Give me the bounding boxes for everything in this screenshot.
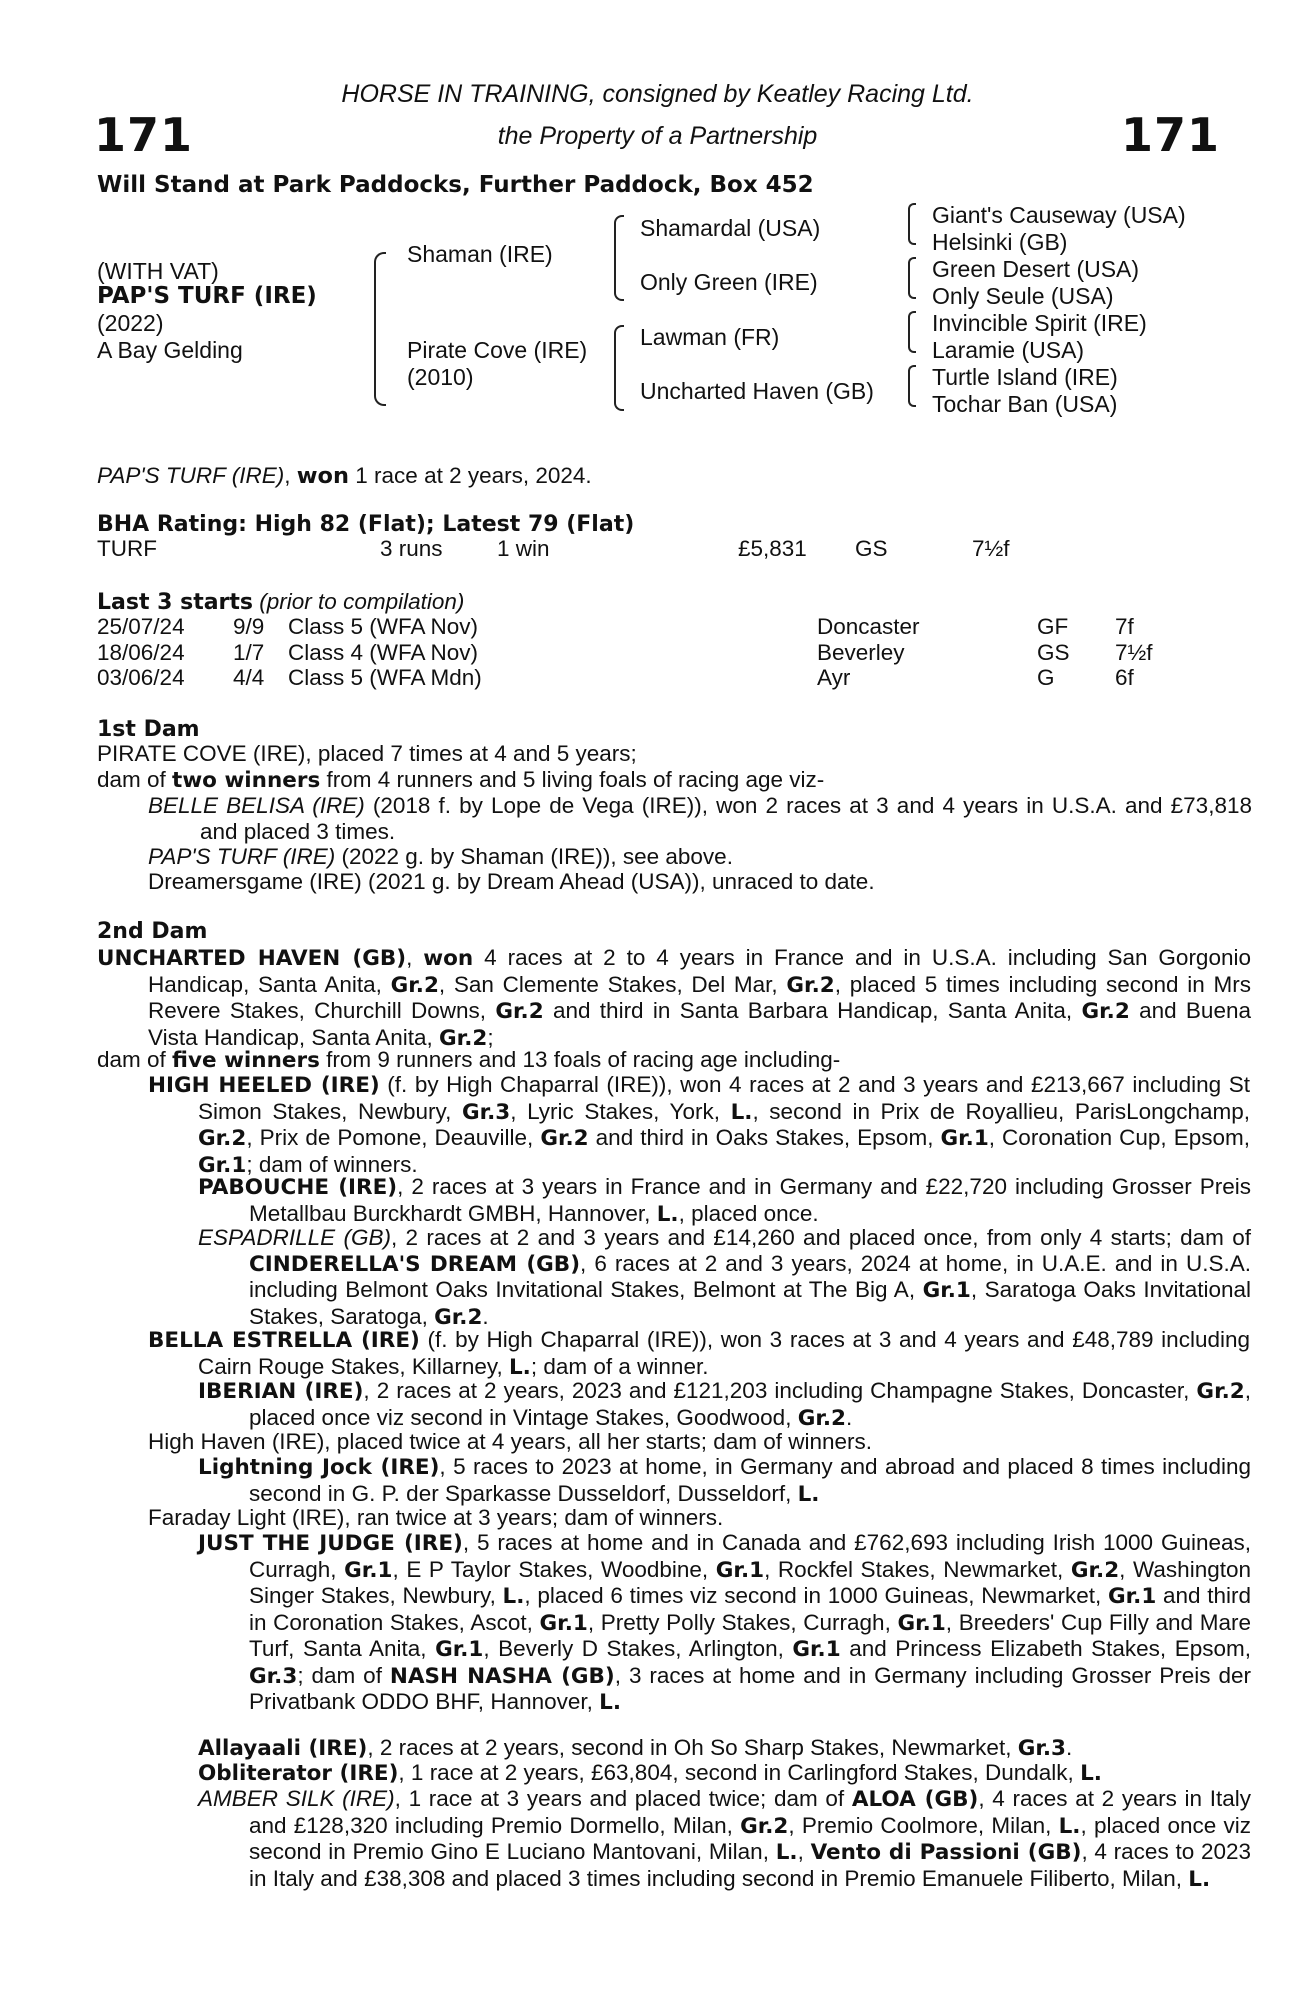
pedigree-brace xyxy=(908,311,916,353)
g3-ddd: Tochar Ban (USA) xyxy=(932,391,1118,417)
start-course: Beverley xyxy=(817,639,905,665)
property-line: the Property of a Partnership xyxy=(497,122,818,150)
start-cls: Class 4 (WFA Nov) xyxy=(288,639,479,665)
horse-description: A Bay Gelding xyxy=(97,337,243,363)
g3-sss: Giant's Causeway (USA) xyxy=(932,202,1186,228)
sire: Shaman (IRE) xyxy=(407,241,553,267)
progeny-belle-belisa: BELLE BELISA (IRE) (2018 f. by Lope de Vega (IRE)), won 2 races at 3 and 4 years in U.S.A. and £73,818 and placed 3 times. xyxy=(148,793,1252,844)
start-cls: Class 5 (WFA Nov) xyxy=(288,614,479,639)
start-cls: Class 5 (WFA Mdn) xyxy=(288,665,482,690)
start-date: 18/06/24 xyxy=(97,639,185,665)
start-going: G xyxy=(1037,665,1055,690)
progeny-paps-turf: PAP'S TURF (IRE) (2022 g. by Shaman (IRE)), see above. xyxy=(148,844,733,869)
progeny-bella-estrella: BELLA ESTRELLA (IRE) (f. by High Chaparral (IRE)), won 3 races at 3 and 4 years and £48,789 including Cairn Rouge Stakes, Killarney, L.; dam of a winner. xyxy=(148,1327,1250,1380)
start-date: 03/06/24 xyxy=(97,665,185,690)
dam-year: (2010) xyxy=(407,364,474,390)
sire-dam: Only Green (IRE) xyxy=(640,269,818,295)
g3-dds: Turtle Island (IRE) xyxy=(932,364,1118,390)
pedigree-brace xyxy=(908,365,916,407)
rating-going: GS xyxy=(855,536,888,561)
progeny-dreamersgame: Dreamersgame (IRE) (2021 g. by Dream Ahead (USA)), unraced to date. xyxy=(148,869,875,894)
dam: Pirate Cove (IRE) xyxy=(407,337,588,363)
first-dam-title: 1st Dam xyxy=(97,717,200,742)
start-going: GF xyxy=(1037,614,1069,639)
start-dist: 7f xyxy=(1115,614,1134,639)
start-dist: 6f xyxy=(1115,665,1134,690)
summary-text: 1 race at 2 years, 2024. xyxy=(355,463,592,488)
pedigree-brace xyxy=(908,203,916,245)
dam-sire: Lawman (FR) xyxy=(640,324,780,350)
rating-title: BHA Rating: High 82 (Flat); Latest 79 (Flat) xyxy=(97,512,635,537)
start-going: GS xyxy=(1037,639,1070,665)
pedigree-brace xyxy=(908,257,916,299)
race-summary: PAP'S TURF (IRE), won 1 race at 2 years, 2024. xyxy=(97,463,592,489)
g3-ssd: Helsinki (GB) xyxy=(932,229,1068,255)
foaling-year: (2022) xyxy=(97,310,164,336)
second-dam-title: 2nd Dam xyxy=(97,919,208,944)
progeny-faraday-light: Faraday Light (IRE), ran twice at 3 years; dam of winners. xyxy=(148,1505,724,1530)
start-date: 25/07/24 xyxy=(97,614,185,639)
first-dam-line1: PIRATE COVE (IRE), placed 7 times at 4 and 5 years; xyxy=(97,741,637,766)
pedigree-brace xyxy=(614,215,624,301)
lot-number-left: 171 xyxy=(94,108,194,162)
summary-won: won xyxy=(296,463,350,489)
lot-number-right: 171 xyxy=(1121,108,1221,162)
horse-name: PAP'S TURF (IRE) xyxy=(97,283,317,309)
stand-location: Will Stand at Park Paddocks, Further Paddock, Box 452 xyxy=(97,172,814,198)
progeny-just-the-judge: JUST THE JUDGE (IRE), 5 races at home and in Canada and £762,693 including Irish 1000 Guineas, Curragh, Gr.1, E P Taylor Stakes, Woodbine, Gr.1, Rockfel Stakes, Newmarket, Gr.2, Washington Singer Stakes, Newbury, L., placed 6 times viz second in 1000 Guineas, Newmarket, Gr.1 and third in Coronation Stakes, Ascot, Gr.1, Pretty Polly Stakes, Curragh, Gr.1, Breeders' Cup Filly and Mare Turf, Santa Anita, Gr.1, Beverly D Stakes, Arlington, Gr.1 and Princess Elizabeth Stakes, Epsom, Gr.3; dam of NASH NASHA (GB), 3 races at home and in Germany including Grosser Preis der Privatbank ODDO BHF, Hannover, L. xyxy=(198,1530,1251,1715)
rating-runs: 3 runs xyxy=(380,536,443,561)
last-starts-title: Last 3 starts xyxy=(97,590,254,615)
winners-count: two winners xyxy=(172,768,321,793)
g3-sds: Green Desert (USA) xyxy=(932,256,1140,282)
progeny-high-haven: High Haven (IRE), placed twice at 4 years, all her starts; dam of winners. xyxy=(148,1429,873,1454)
start-pos: 9/9 xyxy=(233,614,265,639)
progeny-espadrille: ESPADRILLE (GB), 2 races at 2 and 3 years and £14,260 and placed once, from only 4 starts; dam of CINDERELLA'S DREAM (GB), 6 races at 2 and 3 years, 2024 at home, in U.A.E. and in U.S.A. including Belmont Oaks Invitational Stakes, Belmont at The Big A, Gr.1, Saratoga Oaks Invitational Stakes, Saratoga, Gr.2. xyxy=(198,1225,1252,1330)
consignor-line: HORSE IN TRAINING, consigned by Keatley Racing Ltd. xyxy=(341,80,974,108)
progeny-iberian: IBERIAN (IRE), 2 races at 2 years, 2023 and £121,203 including Champagne Stakes, Doncaster, Gr.2, placed once viz second in Vintage Stakes, Goodwood, Gr.2. xyxy=(198,1378,1251,1431)
progeny-obliterator: Obliterator (IRE), 1 race at 2 years, £63,804, second in Carlingford Stakes, Dundalk, L. xyxy=(198,1760,1102,1786)
g3-dsd: Laramie (USA) xyxy=(932,337,1085,363)
start-dist: 7½f xyxy=(1115,639,1153,665)
start-pos: 1/7 xyxy=(233,639,265,665)
start-pos: 4/4 xyxy=(233,665,265,690)
summary-horse-name: PAP'S TURF (IRE) xyxy=(97,463,285,488)
rating-surface: TURF xyxy=(97,536,157,561)
pedigree-brace xyxy=(614,325,624,411)
dam-dam: Uncharted Haven (GB) xyxy=(640,378,874,404)
progeny-amber-silk: AMBER SILK (IRE), 1 race at 3 years and placed twice; dam of ALOA (GB), 4 races at 2 years in Italy and £128,320 including Premio Dormello, Milan, Gr.2, Premio Coolmore, Milan, L., placed once viz second in Premio Gino E Luciano Mantovani, Milan, L., Vento di Passioni (GB), 4 races to 2023 in Italy and £38,308 and placed 3 times including second in Premio Emanuele Filiberto, Milan, L. xyxy=(198,1786,1251,1892)
pedigree-brace xyxy=(374,252,386,406)
first-dam-line2: dam of two winners from 4 runners and 5 living foals of racing age viz- xyxy=(97,767,825,793)
vat-note: (WITH VAT) xyxy=(97,258,219,284)
progeny-lightning-jock: Lightning Jock (IRE), 5 races to 2023 at home, in Germany and abroad and placed 8 times including second in G. P. der Sparkasse Dusseldorf, Dusseldorf, L. xyxy=(198,1454,1251,1507)
rating-distance: 7½f xyxy=(972,536,1010,561)
rating-wins: 1 win xyxy=(497,536,550,561)
rating-prize: £5,831 xyxy=(738,536,807,561)
progeny-allayaali: Allayaali (IRE), 2 races at 2 years, second in Oh So Sharp Stakes, Newmarket, Gr.3. xyxy=(198,1735,1073,1761)
second-dam-produce-line: dam of five winners from 9 runners and 13 foals of racing age including- xyxy=(97,1047,841,1073)
start-course: Doncaster xyxy=(817,614,920,639)
progeny-pabouche: PABOUCHE (IRE), 2 races at 3 years in France and in Germany and £22,720 including Grosser Preis Metallbau Burckhardt GMBH, Hannover, L., placed once. xyxy=(198,1174,1251,1227)
progeny-high-heeled: HIGH HEELED (IRE) (f. by High Chaparral (IRE)), won 4 races at 2 and 3 years and £213,667 including St Simon Stakes, Newbury, Gr.3, Lyric Stakes, York, L., second in Prix de Royallieu, ParisLongchamp, Gr.2, Prix de Pomone, Deauville, Gr.2 and third in Oaks Stakes, Epsom, Gr.1, Coronation Cup, Epsom, Gr.1; dam of winners. xyxy=(148,1072,1250,1178)
second-dam-main: UNCHARTED HAVEN (GB), won 4 races at 2 to 4 years in France and in U.S.A. including San Gorgonio Handicap, Santa Anita, Gr.2, San Clemente Stakes, Del Mar, Gr.2, placed 5 times including second in Mrs Revere Stakes, Churchill Downs, Gr.2 and third in Santa Barbara Handicap, Santa Anita, Gr.2 and Buena Vista Handicap, Santa Anita, Gr.2; xyxy=(97,945,1251,1051)
start-course: Ayr xyxy=(817,665,851,690)
sire-sire: Shamardal (USA) xyxy=(640,215,821,241)
g3-sdd: Only Seule (USA) xyxy=(932,283,1114,309)
last-starts-heading xyxy=(97,589,464,616)
g3-dss: Invincible Spirit (IRE) xyxy=(932,310,1147,336)
last-starts-note: (prior to compilation) xyxy=(259,589,465,614)
